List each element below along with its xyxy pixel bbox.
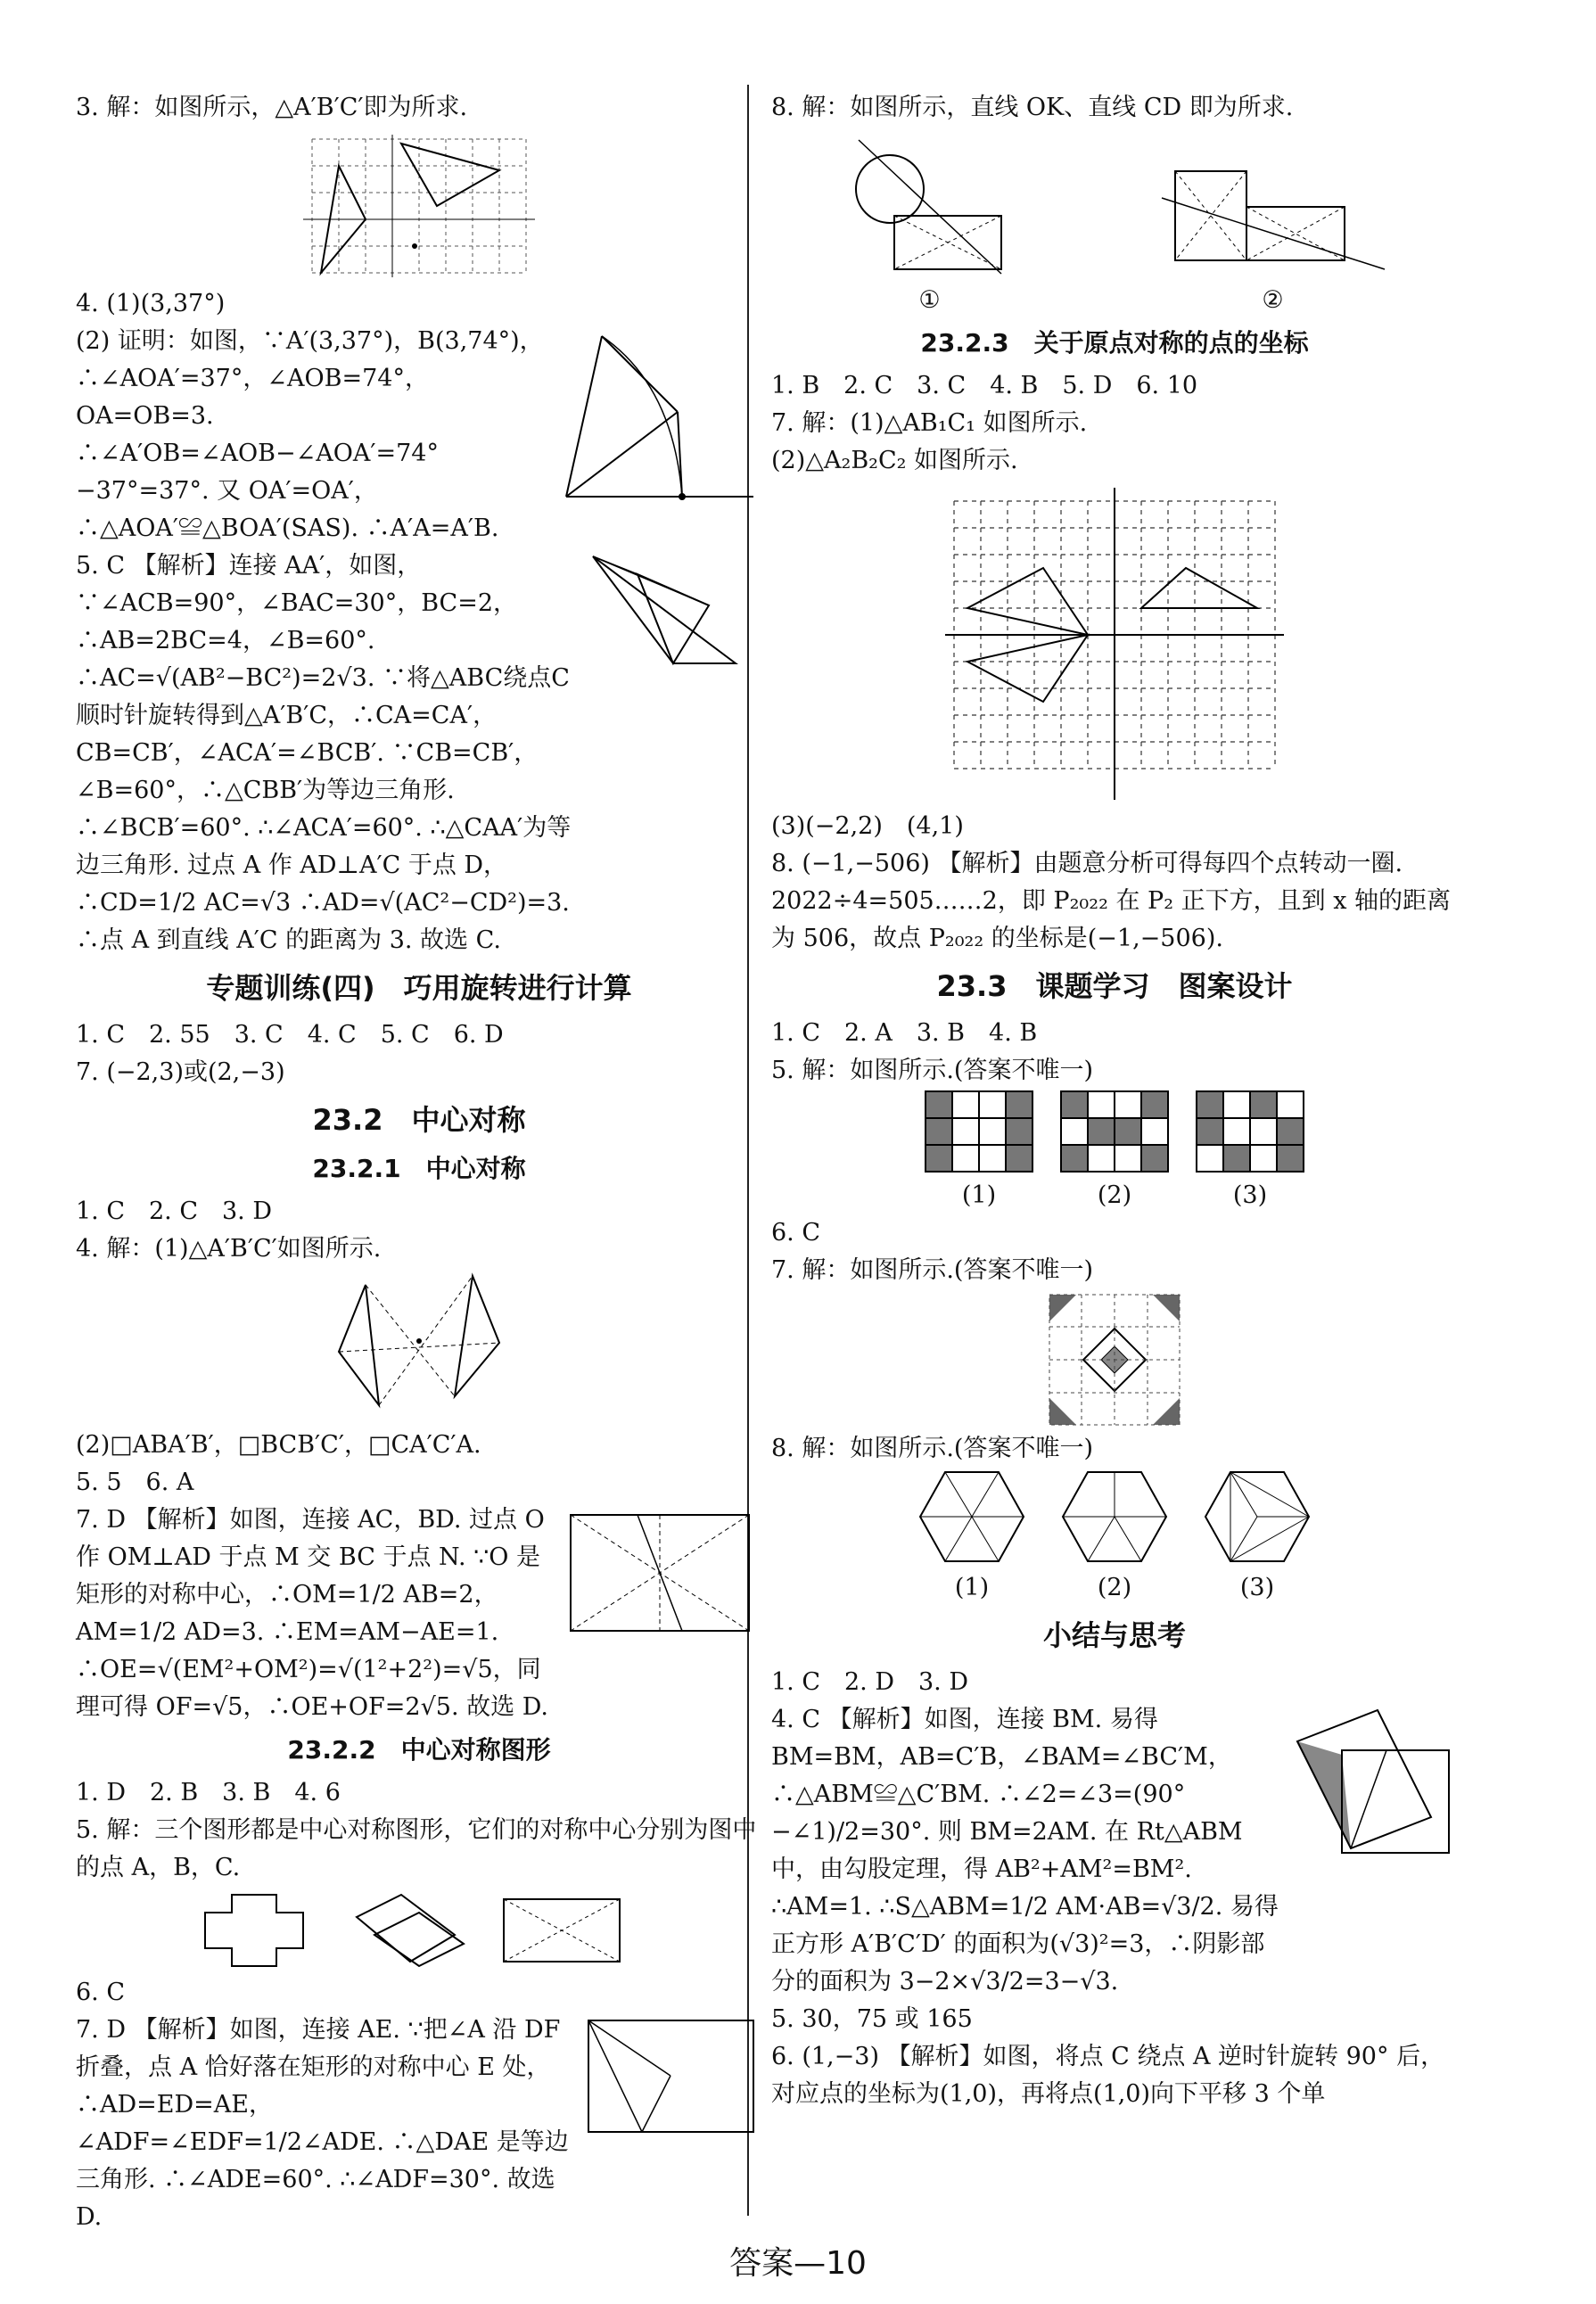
f-answer-8: 8. 解：如图所示.(答案不唯一) bbox=[771, 1435, 1093, 1462]
hexagon-pattern-2 bbox=[1061, 1468, 1168, 1566]
pattern-label-3: (3) bbox=[1232, 1181, 1268, 1209]
figure-rotated-right-triangle bbox=[575, 547, 762, 690]
heading-special-training: 专题训练(四) 巧用旋转进行计算 bbox=[206, 971, 632, 1005]
heading-23-3: 23.3 课题学习 图案设计 bbox=[936, 969, 1293, 1003]
heading-23-2-2: 23.2.2 中心对称图形 bbox=[287, 1735, 551, 1765]
d-answers-1-4: 1. D 2. B 3. B 4. 6 bbox=[76, 1779, 341, 1806]
figure-rectangle-center bbox=[557, 1502, 762, 1644]
hexagon-label-1: (1) bbox=[954, 1574, 990, 1601]
d-answer-6: 6. C bbox=[76, 1979, 126, 2006]
pattern-label-1: (1) bbox=[961, 1181, 997, 1209]
figure-rotation-grid bbox=[294, 130, 544, 282]
f-answers-1-4: 1. C 2. A 3. B 4. B bbox=[771, 1019, 1038, 1047]
pattern-grid-1 bbox=[924, 1090, 1034, 1173]
figure-origin-symmetry-grid bbox=[945, 483, 1284, 804]
right-column bbox=[771, 89, 1458, 2113]
figure-fold-rectangle bbox=[575, 2012, 762, 2145]
c-answer-7: 7. D 【解析】如图，连接 AC，BD. 过点 O 作 OM⊥AD 于点 M 交 BC 于点 N. ∵O 是矩形的对称中心，∴OM=1/2 AB=2，AM=1/2 AD=3. ∴EM=AM−AE=1. ∴OE=√(EM²+OM²)=√(1²+2²)=√5，同理可得 OF=√5，∴OE+OF=2√5. 故选 D. bbox=[76, 1506, 548, 1721]
figure-rotated-square bbox=[1279, 1701, 1458, 1880]
g-answer-4: 4. C 【解析】如图，连接 BM. 易得 BM=BM，AB=C′B，∠BAM=∠BC′M，∴△ABM≌△C′BM. ∴∠2=∠3=(90°−∠1)/2=30°. 则 BM=2AM. 在 Rt△ABM 中，由勾股定理，得 AB²+AM²=BM². ∴AM=1. ∴S△ABM=1/2 AM·AB=√3/2. 易得正方形 A′B′C′D′ 的面积为(√3)²=3，∴阴影部分的面积为 3−2×√3/2=3−√3. bbox=[771, 1706, 1279, 1995]
figure-polar-triangle bbox=[548, 323, 762, 519]
figure-8-label-1: ① bbox=[918, 286, 941, 314]
hexagon-pattern-3 bbox=[1204, 1468, 1311, 1566]
e-answer-8: 8. (−1,−506) 【解析】由题意分析可得每四个点转动一圈. 2022÷4=505……2，即 P₂₀₂₂ 在 P₂ 正下方，且到 x 轴的距离为 506，故点 P₂₀₂₂ 的坐标是(−1,−506). bbox=[771, 850, 1452, 952]
f-answer-5: 5. 解：如图所示.(答案不唯一) bbox=[771, 1057, 1093, 1084]
answer-4-part1: 4. (1)(3,37°) bbox=[76, 290, 226, 317]
c-answer-4-part2: (2)□ABA′B′，□BCB′C′，□CA′C′A. bbox=[76, 1431, 481, 1459]
figure-8-circle-rect bbox=[841, 127, 1019, 278]
pattern-grid-2 bbox=[1059, 1090, 1170, 1173]
d-answer-7: 7. D 【解析】如图，连接 AE. ∵把∠A 沿 DF 折叠，点 A 恰好落在矩形的对称中心 E 处，∴AD=ED=AE，∠ADF=∠EDF=1/2∠ADE. ∴△DAE 是等边三角形. ∴∠ADE=60°. ∴∠ADF=30°. 故选 D. bbox=[76, 2016, 569, 2231]
g-answers-1-3: 1. C 2. D 3. D bbox=[771, 1668, 968, 1696]
answer-3: 3. 解：如图所示，△A′B′C′即为所求. bbox=[76, 94, 468, 121]
e-answer-7-part2: (2)△A₂B₂C₂ 如图所示. bbox=[771, 447, 1018, 474]
e-answer-7-part3: (3)(−2,2) (4,1) bbox=[771, 812, 964, 840]
pattern-label-2: (2) bbox=[1097, 1181, 1132, 1209]
g-answer-6: 6. (1,−3) 【解析】如图，将点 C 绕点 A 逆时针旋转 90° 后，对应点的坐标为(1,0)，再将点(1,0)向下平移 3 个单 bbox=[771, 2043, 1445, 2108]
heading-23-2: 23.2 中心对称 bbox=[312, 1103, 526, 1137]
figure-three-symmetric-shapes bbox=[196, 1890, 642, 1971]
g-answer-5: 5. 30，75 或 165 bbox=[771, 2005, 973, 2033]
e-answers-1-6: 1. B 2. C 3. C 4. B 5. D 6. 10 bbox=[771, 372, 1198, 399]
figure-8-label-2: ② bbox=[1262, 286, 1284, 314]
figure-8-two-rects bbox=[1157, 153, 1389, 278]
hexagon-label-3: (3) bbox=[1239, 1574, 1275, 1601]
heading-summary: 小结与思考 bbox=[1042, 1618, 1186, 1652]
f-answer-7: 7. 解：如图所示.(答案不唯一) bbox=[771, 1256, 1093, 1284]
page-footer: 答案—10 bbox=[729, 2245, 867, 2282]
f-answer-6: 6. C bbox=[771, 1219, 821, 1247]
c-answer-4: 4. 解：(1)△A′B′C′如图所示. bbox=[76, 1235, 382, 1263]
left-column bbox=[76, 89, 762, 2236]
hexagon-label-2: (2) bbox=[1097, 1574, 1132, 1601]
c-answers-1-3: 1. C 2. C 3. D bbox=[76, 1197, 272, 1225]
answer-5: 5. C 【解析】连接 AA′，如图，∵∠ACB=90°，∠BAC=30°，BC=2，∴AB=2BC=4，∠B=60°. ∴AC=√(AB²−BC²)=2√3. ∵将△ABC绕点C顺时针旋转得到△A′B′C，∴CA=CA′，CB=CB′，∠ACA′=∠BCB′. ∵CB=CB′，∠B=60°，∴△CBB′为等边三角形. ∴∠BCB′=60°. ∴∠ACA′=60°. ∴△CAA′为等边三角形. 过点 A 作 AD⊥A′C 于点 D，∴CD=1/2 AC=√3 ∴AD=√(AC²−CD²)=3. ∴点 A 到直线 A′C 的距离为 3. 故选 C. bbox=[76, 552, 572, 954]
pattern-grid-3 bbox=[1195, 1090, 1305, 1173]
figure-diamond-pattern bbox=[1048, 1293, 1181, 1427]
c-answers-5-6: 5. 5 6. A bbox=[76, 1469, 194, 1496]
special-answers-1-6: 1. C 2. 55 3. C 4. C 5. C 6. D bbox=[76, 1021, 504, 1049]
special-answer-7: 7. (−2,3)或(2,−3) bbox=[76, 1058, 285, 1086]
d-answer-5: 5. 解：三个图形都是中心对称图形，它们的对称中心分别为图中的点 A，B，C. bbox=[76, 1816, 757, 1881]
answer-8: 8. 解：如图所示，直线 OK、直线 CD 即为所求. bbox=[771, 94, 1294, 121]
hexagon-pattern-1 bbox=[918, 1468, 1025, 1566]
figure-central-symmetry bbox=[321, 1271, 517, 1423]
answer-4-part2: (2) 证明：如图，∵A′(3,37°)，B(3,74°)，∴∠AOA′=37°，∠AOB=74°，OA=OB=3. ∴∠A′OB=∠AOB−∠AOA′=74°−37°=37°. 又 OA′=OA′，∴△AOA′≌△BOA′(SAS). ∴A′A=A′B. bbox=[76, 327, 544, 542]
e-answer-7: 7. 解：(1)△AB₁C₁ 如图所示. bbox=[771, 409, 1088, 437]
heading-23-2-3: 23.2.3 关于原点对称的点的坐标 bbox=[920, 328, 1309, 358]
heading-23-2-1: 23.2.1 中心对称 bbox=[312, 1154, 526, 1183]
